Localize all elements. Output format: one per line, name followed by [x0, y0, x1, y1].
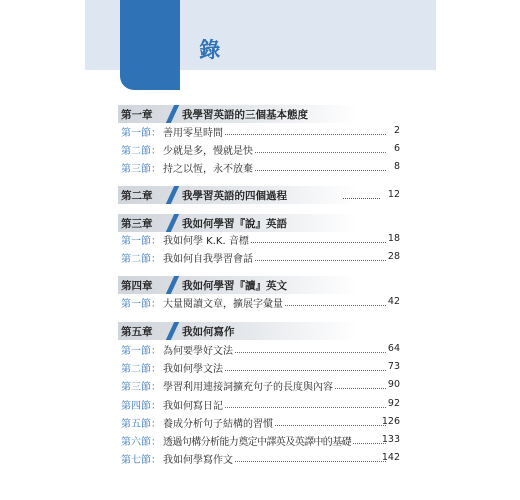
- section-entry[interactable]: [118, 141, 400, 157]
- section-number: 第一節：: [121, 236, 161, 247]
- section-title: 為何要學好文法: [163, 342, 235, 357]
- chapter-number: 第四章: [121, 280, 153, 292]
- section-title: 我如何學 K.K. 音標: [163, 232, 251, 247]
- section-entry[interactable]: [118, 432, 400, 448]
- section-number: 第一節：: [121, 299, 161, 310]
- section-entry[interactable]: [118, 396, 400, 412]
- page-number: 18: [387, 233, 400, 244]
- section-number: 第四節：: [121, 401, 161, 412]
- section-title: 少就是多，慢就是快: [163, 142, 255, 157]
- section-number: 第三節：: [121, 382, 161, 393]
- page-number: 2: [393, 125, 400, 136]
- page-number: 73: [387, 361, 400, 372]
- section-number: 第一節：: [121, 128, 161, 139]
- section-entry[interactable]: [118, 341, 400, 357]
- chapter-number: 第二章: [121, 190, 153, 202]
- section-number: 第二節：: [121, 254, 161, 265]
- section-entry[interactable]: [118, 294, 400, 310]
- chapter-title: 我如何學習『說』英語: [182, 218, 287, 230]
- chapter-heading[interactable]: [118, 322, 400, 340]
- chapter-heading[interactable]: [118, 276, 400, 294]
- page-number: 28: [387, 251, 400, 262]
- section-number: 第七節：: [121, 455, 161, 466]
- section-number: 第三節：: [121, 164, 161, 175]
- page-number: 12: [387, 189, 400, 200]
- section-entry[interactable]: [118, 123, 400, 139]
- page-number: 8: [393, 161, 400, 172]
- page-header: [85, 0, 436, 90]
- chapter-number: 第五章: [121, 326, 153, 338]
- page-number: 42: [387, 296, 400, 307]
- page-number: 6: [393, 143, 400, 154]
- section-title: 持之以恆，永不放棄: [163, 160, 255, 175]
- section-title: 大量閱讀文章，擴展字彙量: [163, 295, 285, 310]
- section-entry[interactable]: [118, 377, 400, 393]
- page-number: 90: [387, 379, 400, 390]
- section-title: 養成分析句子結構的習慣: [163, 415, 275, 430]
- chapter-number: 第一章: [121, 109, 153, 121]
- page-number: 64: [387, 343, 400, 354]
- section-title: 我如何學文法: [163, 360, 225, 375]
- page-title: 目 錄: [159, 38, 227, 62]
- section-entry[interactable]: [118, 159, 400, 175]
- page-number: 133: [381, 434, 400, 445]
- section-entry[interactable]: [118, 249, 400, 265]
- chapter-title: 我如何寫作: [182, 326, 235, 338]
- chapter-heading[interactable]: [118, 105, 400, 123]
- section-title: 我如何自我學習會話: [163, 250, 255, 265]
- section-title: 我如何寫日記: [163, 397, 225, 412]
- chapter-number: 第三章: [121, 218, 153, 230]
- chapter-title: 我學習英語的四個過程: [182, 190, 287, 202]
- page-number: 126: [381, 416, 400, 427]
- section-entry[interactable]: [118, 359, 400, 375]
- section-entry[interactable]: [118, 450, 400, 466]
- section-number: 第二節：: [121, 146, 161, 157]
- section-title: 善用零星時間: [163, 124, 225, 139]
- section-title: 透過句構分析能力奠定中譯英及英譯中的基礎: [163, 433, 353, 448]
- chapter-title: 我如何學習『讀』英文: [182, 280, 287, 292]
- page-number: 142: [381, 452, 400, 463]
- section-number: 第六節：: [121, 437, 161, 448]
- page-number: 92: [387, 398, 400, 409]
- chapter-heading[interactable]: [118, 186, 400, 204]
- section-number: 第一節：: [121, 346, 161, 357]
- chapter-title: 我學習英語的三個基本態度: [182, 109, 308, 121]
- chapter-heading[interactable]: [118, 214, 400, 232]
- section-title: 我如何學寫作文: [163, 451, 235, 466]
- section-entry[interactable]: [118, 414, 400, 430]
- section-number: 第二節：: [121, 364, 161, 375]
- section-title: 學習利用連接詞擴充句子的長度與內容: [163, 378, 335, 393]
- section-number: 第五節：: [121, 419, 161, 430]
- section-entry[interactable]: [118, 231, 400, 247]
